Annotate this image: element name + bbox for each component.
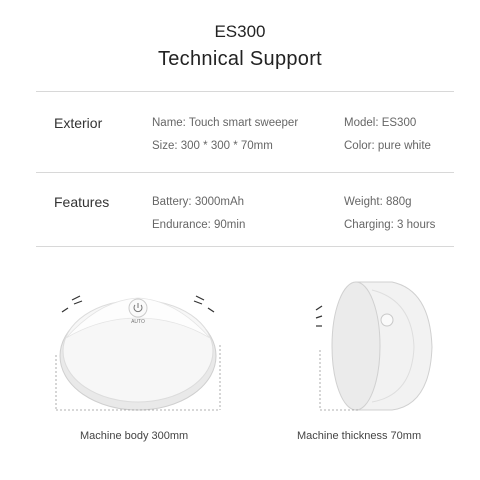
side-brush-icon <box>316 306 322 326</box>
spec-weight: Weight: 880g <box>344 196 412 208</box>
spec-model: Model: ES300 <box>344 117 417 129</box>
robot-top-view <box>56 296 220 410</box>
spec-name: Name: Touch smart sweeper <box>152 117 299 129</box>
caption-thickness: Machine thickness 70mm <box>297 430 422 442</box>
spec-endurance: Endurance: 90min <box>152 219 246 231</box>
section-exterior-label: Exterior <box>54 115 103 131</box>
page-title: Technical Support <box>157 48 323 70</box>
caption-body-size: Machine body 300mm <box>80 430 189 442</box>
robot-side-view <box>316 282 432 410</box>
spec-battery: Battery: 3000mAh <box>152 196 245 208</box>
spec-charging: Charging: 3 hours <box>344 219 436 231</box>
spec-size: Size: 300 * 300 * 70mm <box>152 140 273 152</box>
spec-color: Color: pure white <box>344 140 431 152</box>
auto-button-label: AUTO <box>131 319 145 325</box>
section-features-label: Features <box>54 194 110 210</box>
model-heading: ES300 <box>214 22 266 41</box>
